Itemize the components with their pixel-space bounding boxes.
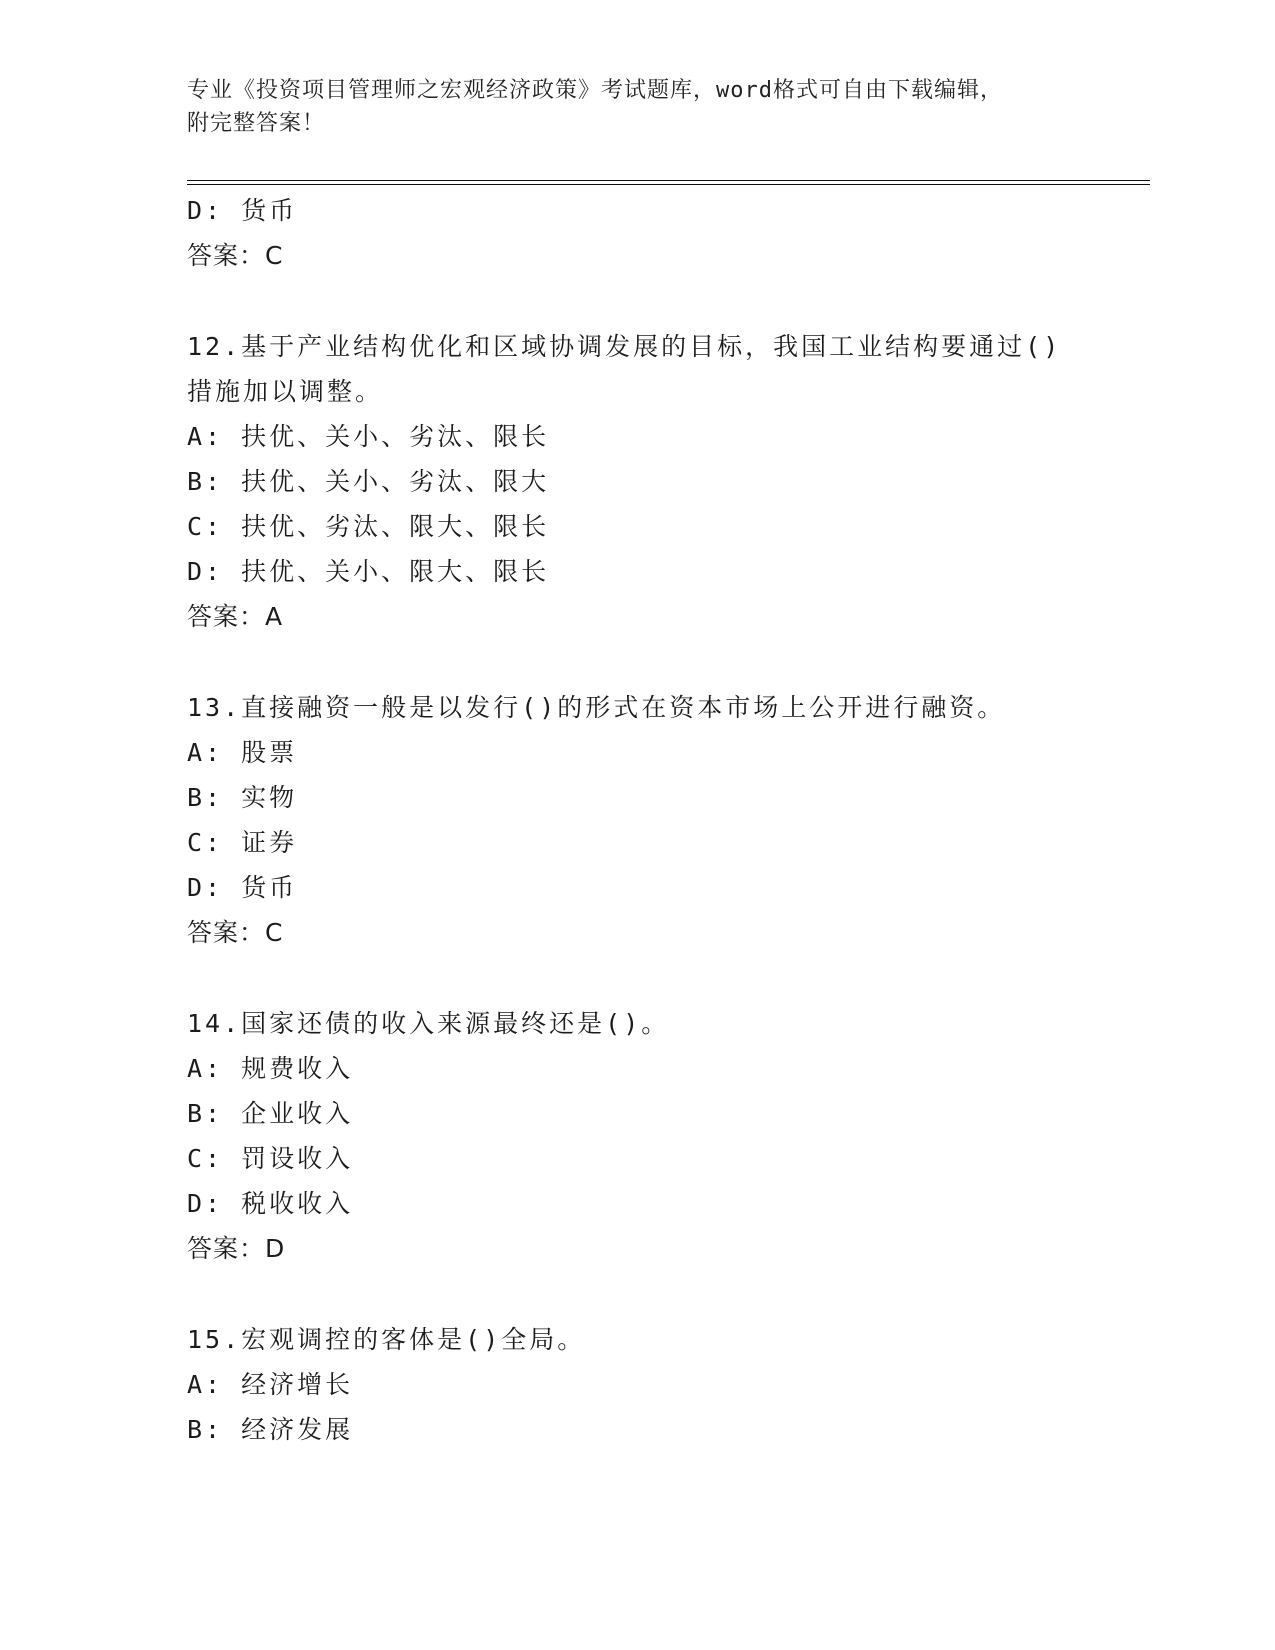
option-a: A: 规费收入 xyxy=(187,1054,354,1083)
option-a: A: 经济增长 xyxy=(187,1370,354,1399)
question-stem: 15.宏观调控的客体是()全局。 xyxy=(187,1325,586,1354)
question-stem: 12.基于产业结构优化和区域协调发展的目标，我国工业结构要通过() xyxy=(187,332,1062,361)
option-d: D: 货币 xyxy=(187,873,298,902)
option-d: D: 扶优、关小、限大、限长 xyxy=(187,557,550,586)
header-divider-top xyxy=(187,180,1150,181)
option-c: C: 罚设收入 xyxy=(187,1144,354,1173)
question-15 xyxy=(187,1317,1147,1452)
header-line-2: 附完整答案！ xyxy=(187,111,326,136)
header-divider-bottom xyxy=(187,184,1150,185)
question-content xyxy=(187,188,1147,1452)
option-d: D: 税收收入 xyxy=(187,1189,354,1218)
question-stem: 13.直接融资一般是以发行()的形式在资本市场上公开进行融资。 xyxy=(187,693,1006,722)
option-b: B: 实物 xyxy=(187,783,298,812)
answer-line: 答案：D xyxy=(187,1234,286,1263)
option-b: B: 企业收入 xyxy=(187,1099,354,1128)
option-a: A: 股票 xyxy=(187,738,298,767)
question-stem: 14.国家还债的收入来源最终还是()。 xyxy=(187,1009,670,1038)
question-12 xyxy=(187,324,1147,639)
question-14 xyxy=(187,1001,1147,1271)
option-a: A: 扶优、关小、劣汰、限长 xyxy=(187,422,550,451)
question-stem-continued: 措施加以调整。 xyxy=(187,377,384,406)
option-d: D: 货币 xyxy=(187,196,298,225)
document-header xyxy=(187,74,1087,140)
option-c: C: 扶优、劣汰、限大、限长 xyxy=(187,512,550,541)
answer-line: 答案：A xyxy=(187,602,284,631)
header-line-1: 专业《投资项目管理师之宏观经济政策》考试题库，word格式可自由下载编辑， xyxy=(187,78,1003,103)
option-c: C: 证券 xyxy=(187,828,298,857)
question-13 xyxy=(187,685,1147,955)
answer-line: 答案：C xyxy=(187,918,284,947)
option-b: B: 扶优、关小、劣汰、限大 xyxy=(187,467,550,496)
answer-line: 答案：C xyxy=(187,241,284,270)
option-b: B: 经济发展 xyxy=(187,1415,354,1444)
